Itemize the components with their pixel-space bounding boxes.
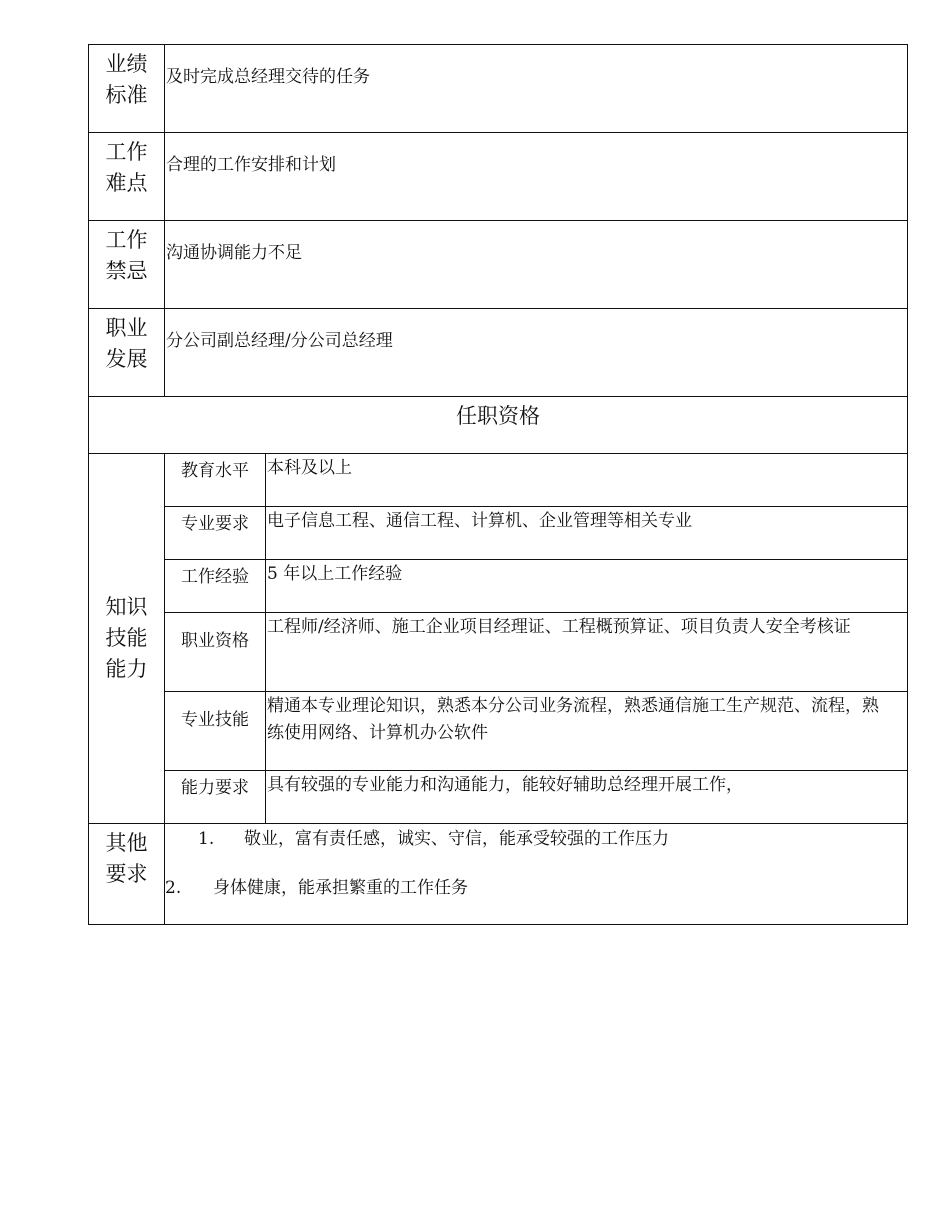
work-difficulty-label [89, 133, 165, 221]
list-item-number: 1. [198, 829, 215, 849]
list-item-text: 敬业，富有责任感，诚实、守信，能承受较强的工作压力 [244, 829, 669, 849]
professional-skills-value: 精通本专业理论知识，熟悉本分公司业务流程，熟悉通信施工生产规范、流程，熟练使用网络、计算机办公软件 [266, 692, 908, 771]
major-requirement-label: 专业要求 [165, 507, 266, 560]
work-taboo-value: 沟通协调能力不足 [165, 221, 908, 309]
label-line: 工作 [105, 228, 148, 252]
label-line: 职业 [105, 316, 148, 340]
qualifications-heading-row [89, 397, 908, 454]
other-requirements-value [165, 824, 908, 925]
label-line: 能力 [105, 657, 148, 681]
label-line: 要求 [105, 862, 148, 886]
work-experience-row [89, 560, 908, 613]
career-development-row [89, 309, 908, 397]
work-difficulty-value: 合理的工作安排和计划 [165, 133, 908, 221]
professional-skills-row [89, 692, 908, 771]
work-difficulty-row [89, 133, 908, 221]
label-line: 知识 [105, 595, 148, 619]
list-item [198, 826, 669, 853]
career-development-value: 分公司副总经理/分公司总经理 [165, 309, 908, 397]
label-line: 工作 [105, 140, 148, 164]
list-item-number: 2. [165, 878, 182, 898]
work-taboo-row [89, 221, 908, 309]
education-value: 本科及以上 [266, 454, 908, 507]
label-line: 标准 [105, 83, 148, 107]
work-taboo-label [89, 221, 165, 309]
job-description-table [88, 44, 908, 925]
performance-standard-label [89, 45, 165, 133]
label-line: 技能 [105, 626, 148, 650]
knowledge-skills-ability-label [89, 454, 165, 824]
ability-requirement-row [89, 771, 908, 824]
other-requirements-label [89, 824, 165, 925]
ability-requirement-label: 能力要求 [165, 771, 266, 824]
performance-standard-row [89, 45, 908, 133]
performance-standard-value: 及时完成总经理交待的任务 [165, 45, 908, 133]
professional-skills-label: 专业技能 [165, 692, 266, 771]
professional-qualification-row [89, 613, 908, 692]
major-requirement-row [89, 507, 908, 560]
list-item [165, 875, 468, 902]
other-requirements-row [89, 824, 908, 925]
label-line: 业绩 [105, 52, 148, 76]
education-label: 教育水平 [165, 454, 266, 507]
work-experience-label: 工作经验 [165, 560, 266, 613]
label-line: 其他 [105, 831, 148, 855]
label-line: 禁忌 [105, 259, 148, 283]
ability-requirement-value: 具有较强的专业能力和沟通能力，能较好辅助总经理开展工作， [266, 771, 908, 824]
list-item-text: 身体健康，能承担繁重的工作任务 [213, 878, 468, 898]
label-line: 发展 [105, 347, 148, 371]
qualifications-heading: 任职资格 [89, 397, 908, 454]
career-development-label [89, 309, 165, 397]
label-line: 难点 [105, 171, 148, 195]
professional-qualification-label: 职业资格 [165, 613, 266, 692]
major-requirement-value: 电子信息工程、通信工程、计算机、企业管理等相关专业 [266, 507, 908, 560]
professional-qualification-value: 工程师/经济师、施工企业项目经理证、工程概预算证、项目负责人安全考核证 [266, 613, 908, 692]
work-experience-value: 5 年以上工作经验 [266, 560, 908, 613]
education-row [89, 454, 908, 507]
